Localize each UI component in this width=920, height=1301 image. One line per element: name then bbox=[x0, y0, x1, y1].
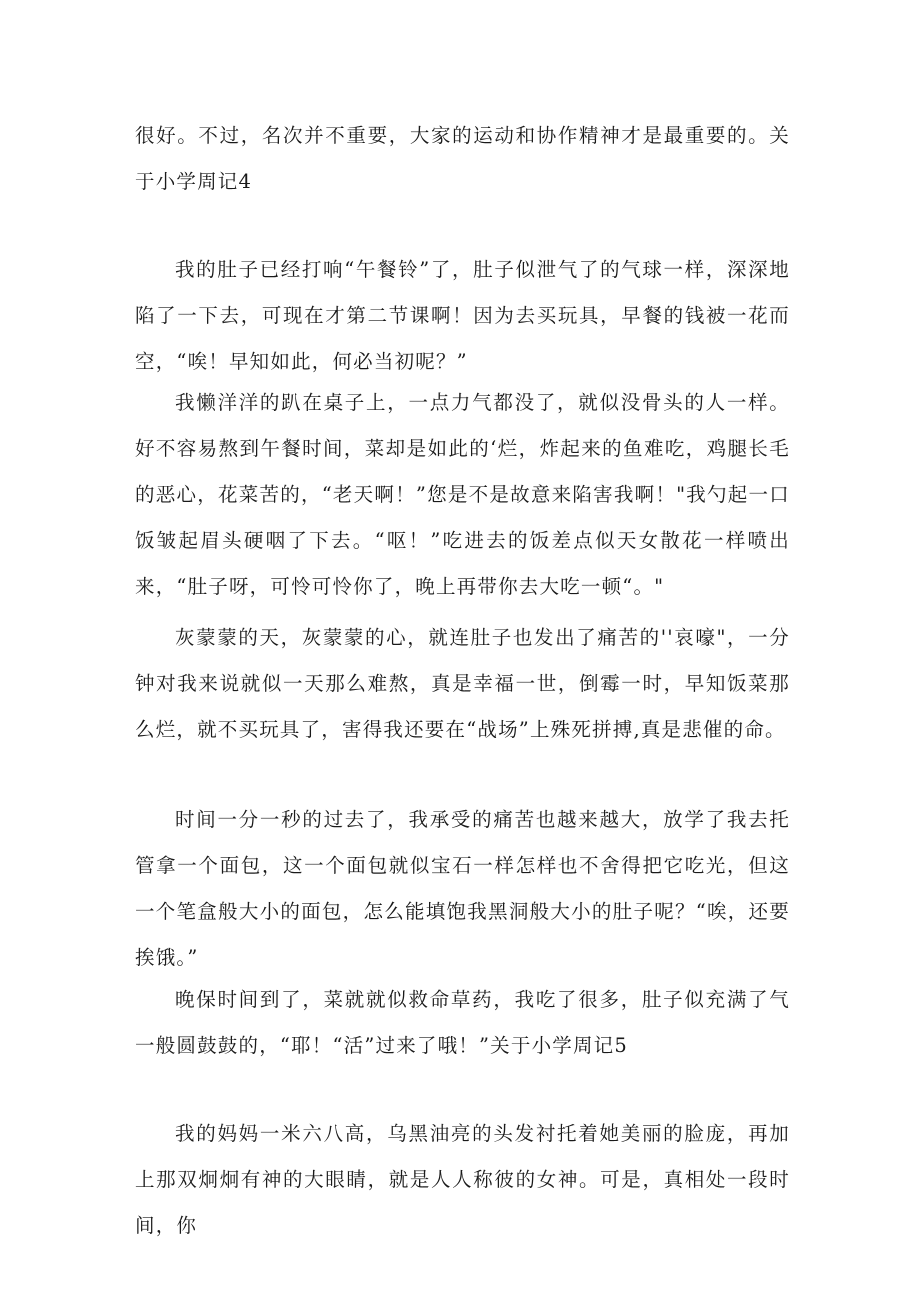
paragraph-evening-meal: 晚保时间到了，菜就就似救命草药，我吃了很多，肚子似充满了气一般圆鼓鼓的，“耶！“活”过来了哦！”关于小学周记5 bbox=[135, 988, 790, 1057]
paragraph-mother: 我的妈妈一米六八高，乌黑油亮的头发衬托着她美丽的脸庞，再加上那双炯炯有神的大眼睛，就是人人称彼的女神。可是，真相处一段时间，你 bbox=[135, 1122, 790, 1237]
paragraph-gloomy-day: 灰蒙蒙的天，灰蒙蒙的心，就连肚子也发出了痛苦的''哀嚎"，一分钟对我来说就似一天那么难熬，真是幸福一世，倒霉一时，早知饭菜那么烂，就不买玩具了，害得我还要在“战场”上殊死拼搏,真是悲催的命。 bbox=[135, 626, 790, 741]
paragraph-continued: 很好。不过，名次并不重要，大家的运动和协作精神才是最重要的。关于小学周记4 bbox=[135, 124, 790, 193]
paragraph-bread: 时间一分一秒的过去了，我承受的痛苦也越来越大，放学了我去托管拿一个面包，这一个面包就似宝石一样怎样也不舍得把它吃光，但这一个笔盒般大小的面包，怎么能填饱我黑洞般大小的肚子呢？“唉，还要挨饿。” bbox=[135, 808, 790, 969]
paragraph-hungry-stomach: 我的肚子已经打响“午餐铃”了，肚子似泄气了的气球一样，深深地陷了一下去，可现在才第二节课啊！因为去买玩具，早餐的钱被一花而空，“唉！早知如此，何必当初呢？” bbox=[135, 258, 790, 373]
paragraph-lunch: 我懒洋洋的趴在桌子上，一点力气都没了，就似没骨头的人一样。好不容易熬到午餐时间，菜却是如此的‘烂，炸起来的鱼难吃，鸡腿长毛的恶心，花菜苦的，“老天啊！”您是不是故意来陷害我啊！"我勺起一口饭皱起眉头硬咽了下去。“呕！”吃进去的饭差点似天女散花一样喷出来，“肚子呀，可怜可怜你了，晚上再带你去大吃一顿“。" bbox=[135, 391, 790, 598]
